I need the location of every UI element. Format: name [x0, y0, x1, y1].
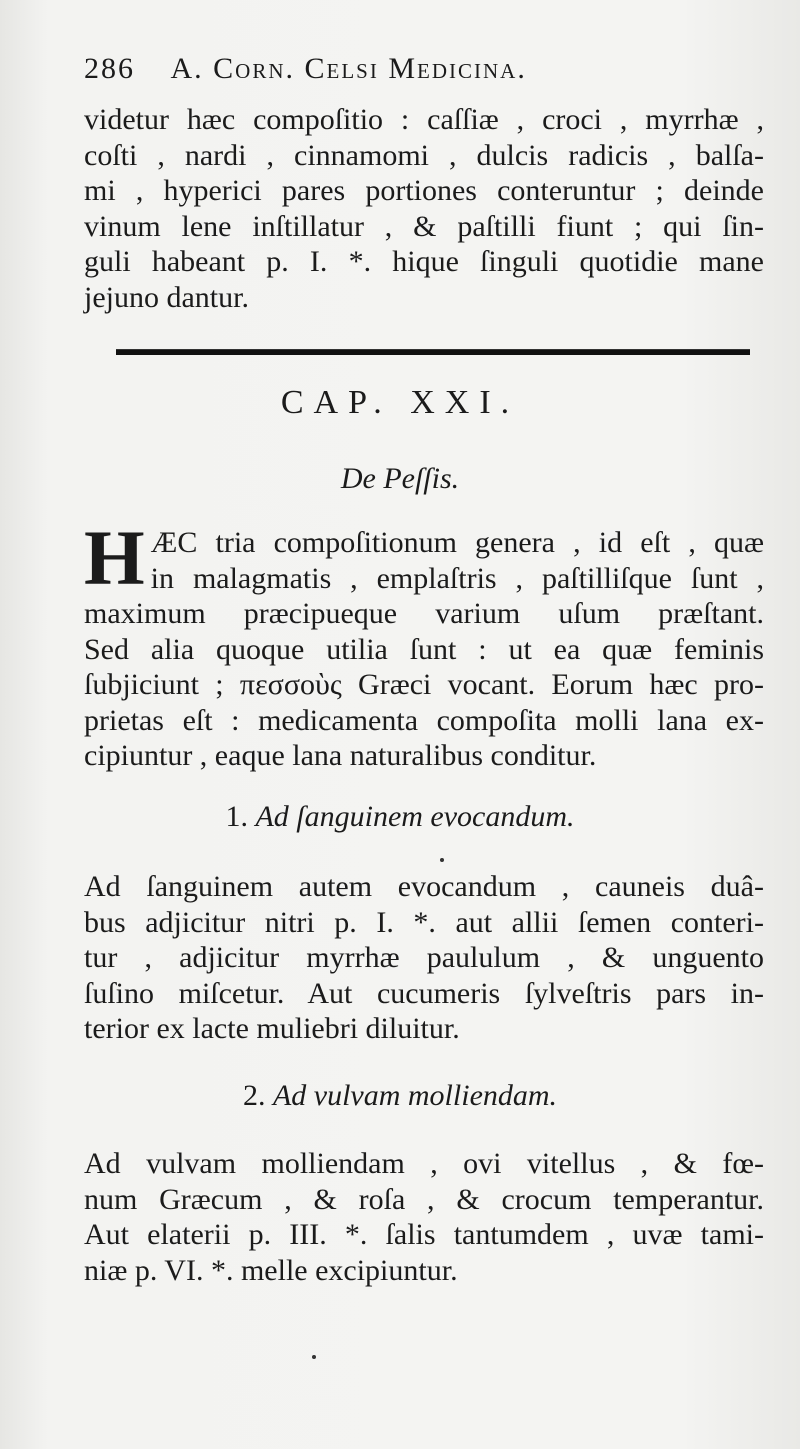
- running-head: [84, 52, 764, 86]
- running-title: A. Corn. Celsi Medicina.: [170, 52, 527, 85]
- text-line: mi , hyperici pares portiones conteruntur ; deinde: [84, 174, 764, 207]
- section-paragraph: [84, 1146, 764, 1288]
- drop-cap: H: [84, 514, 145, 601]
- text-line: niæ p. VI. *. melle excipiuntur.: [84, 1253, 458, 1287]
- ink-speck: [312, 1355, 316, 1359]
- text-line: vinum lene inſtillatur , & paſtilli fiunt ; qui ſin-: [84, 209, 764, 243]
- text-line: terior ex lacte muliebri diluitur.: [84, 1012, 460, 1045]
- chapter-heading: CAP. XXI.: [280, 384, 520, 421]
- section-divider: [116, 349, 750, 355]
- text-line: bus adjicitur nitri p. I. *. aut allii ſemen conteri-: [84, 905, 764, 939]
- section-paragraph: [84, 869, 764, 1047]
- section-number: 1.: [225, 800, 248, 833]
- chapter-subtitle: De Peſſis.: [340, 462, 460, 495]
- ink-speck: [440, 858, 444, 862]
- text-line: videtur hæc compoſitio : caſſiæ , croci , myrrhæ ,: [84, 103, 764, 136]
- text-line: jejuno dantur.: [84, 280, 249, 314]
- text-line: cipiuntur , eaque lana naturalibus conditur.: [84, 739, 597, 772]
- text-line: Sed alia quoque utilia ſunt : ut ea quæ feminis: [84, 632, 764, 666]
- text-line: Ad vulvam molliendam , ovi vitellus , & fœ-: [84, 1147, 764, 1180]
- section-heading: [0, 1079, 800, 1113]
- text-line: num Græcum , & roſa , & crocum temperantur.: [84, 1182, 764, 1216]
- text-line: coſti , nardi , cinnamomi , dulcis radicis , balſa-: [84, 138, 764, 172]
- text-line: Ad ſanguinem autem evocandum , cauneis duâ-: [84, 870, 764, 903]
- text-line: prietas eſt : medicamenta compoſita molli lana ex-: [84, 703, 764, 737]
- section-title: Ad ſanguinem evocandum.: [255, 800, 575, 833]
- intro-paragraph: [84, 514, 764, 774]
- text-line: in malagmatis , emplaſtris , paſtilliſque ſunt ,: [150, 561, 764, 595]
- text-line: ſuſino miſcetur. Aut cucumeris ſylveſtris pars in-: [84, 976, 764, 1010]
- top-paragraph: [84, 102, 764, 315]
- text-line: ſubjiciunt ; πεσσοὺς Græci vocant. Eorum hæc pro-: [84, 668, 764, 701]
- section-number: 2.: [242, 1079, 266, 1112]
- text-line: guli habeant p. I. *. hique ſinguli quotidie mane: [84, 245, 764, 278]
- text-line: ÆC tria compoſitionum genera , id eſt , quæ: [150, 526, 764, 559]
- section-heading: [0, 800, 800, 834]
- text-line: maximum præcipueque varium uſum præſtant.: [84, 597, 764, 630]
- page-number: 286: [84, 52, 135, 85]
- text-line: Aut elaterii p. III. *. ſalis tantumdem , uvæ tami-: [84, 1218, 764, 1251]
- text-line: tur , adjicitur myrrhæ paululum , & unguento: [84, 941, 764, 974]
- section-title: Ad vulvam molliendam.: [272, 1079, 558, 1112]
